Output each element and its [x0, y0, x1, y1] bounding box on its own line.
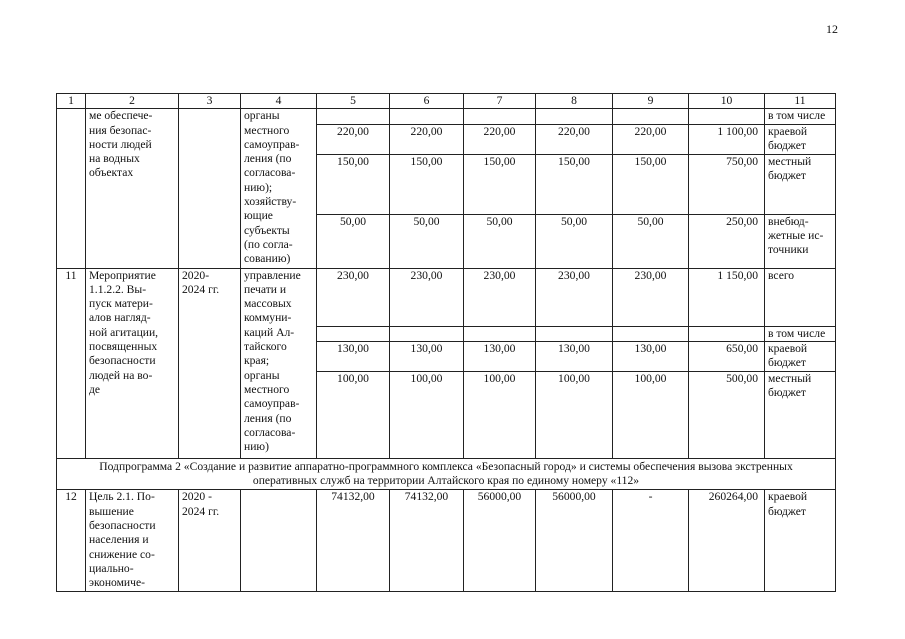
source-cell: краевой бюджет	[765, 124, 836, 154]
period	[179, 109, 241, 268]
executor: органы местного самоуправ- ления (по согласова- нию); хозяйству- ющие субъекты (по согла- сованию)	[241, 109, 317, 268]
executor: управление печати и массовых коммуни- каций Ал- тайского края; органы местного самоуправ- ления (по согласова- нию)	[241, 268, 317, 458]
value-cell: 74132,00	[317, 490, 390, 591]
header-cell: 11	[765, 94, 836, 109]
subprogram-title: Подпрограмма 2 «Создание и развитие аппаратно-программного комплекса «Безопасный город» и системы обеспечения вызова экстренных оперативных служб на территории Алтайского края по единому номеру «112»	[57, 458, 836, 490]
header-row	[57, 94, 836, 109]
source-cell: краевой бюджет	[765, 490, 836, 591]
source-cell: всего	[765, 268, 836, 326]
total-cell: 1 150,00	[689, 268, 765, 326]
value-cell: 56000,00	[536, 490, 613, 591]
table-row	[57, 490, 836, 591]
value-cell: 230,00	[613, 268, 689, 326]
value-cell: 220,00	[317, 124, 390, 154]
total-cell: 1 100,00	[689, 124, 765, 154]
event-name: ме обеспече- ния безопас- ности людей на водных объектах	[86, 109, 179, 268]
value-cell: 56000,00	[464, 490, 536, 591]
source-cell: в том числе	[765, 109, 836, 124]
value-cell: 50,00	[613, 214, 689, 268]
source-cell: местный бюджет	[765, 371, 836, 458]
table-row	[57, 268, 836, 326]
value-cell: 220,00	[390, 124, 464, 154]
value-cell: 220,00	[464, 124, 536, 154]
total-cell: 650,00	[689, 341, 765, 371]
value-cell: 230,00	[464, 268, 536, 326]
value-cell: 100,00	[390, 371, 464, 458]
value-cell: 230,00	[390, 268, 464, 326]
source-cell: местный бюджет	[765, 154, 836, 214]
value-cell: 50,00	[536, 214, 613, 268]
value-cell: 50,00	[317, 214, 390, 268]
header-cell: 10	[689, 94, 765, 109]
source-cell: краевой бюджет	[765, 341, 836, 371]
row-number: 12	[57, 490, 86, 591]
value-cell: 74132,00	[390, 490, 464, 591]
page-number: 12	[826, 22, 838, 36]
row-number	[57, 109, 86, 268]
value-cell: 230,00	[317, 268, 390, 326]
total-cell: 500,00	[689, 371, 765, 458]
value-cell: 130,00	[536, 341, 613, 371]
value-cell: 230,00	[536, 268, 613, 326]
value-cell: 50,00	[390, 214, 464, 268]
header-cell: 9	[613, 94, 689, 109]
header-cell: 4	[241, 94, 317, 109]
header-cell: 5	[317, 94, 390, 109]
value-cell: -	[613, 490, 689, 591]
value-cell: 130,00	[390, 341, 464, 371]
value-cell: 150,00	[464, 154, 536, 214]
header-cell: 8	[536, 94, 613, 109]
value-cell: 100,00	[317, 371, 390, 458]
row-number: 11	[57, 268, 86, 458]
period: 2020 - 2024 гг.	[179, 490, 241, 591]
value-cell: 130,00	[317, 341, 390, 371]
value-cell: 130,00	[613, 341, 689, 371]
value-cell: 150,00	[390, 154, 464, 214]
value-cell: 150,00	[536, 154, 613, 214]
total-cell: 750,00	[689, 154, 765, 214]
event-name: Цель 2.1. По- вышение безопасности населения и снижение со- циально- экономиче-	[86, 490, 179, 591]
source-cell: внебюд- жетные ис- точники	[765, 214, 836, 268]
header-cell: 6	[390, 94, 464, 109]
value-cell: 130,00	[464, 341, 536, 371]
value-cell: 100,00	[464, 371, 536, 458]
value-cell: 220,00	[613, 124, 689, 154]
header-cell: 1	[57, 94, 86, 109]
budget-table	[56, 93, 836, 592]
total-cell: 250,00	[689, 214, 765, 268]
header-cell: 2	[86, 94, 179, 109]
value-cell: 50,00	[464, 214, 536, 268]
table-row	[57, 109, 836, 124]
event-name: Мероприятие 1.1.2.2. Вы- пуск матери- алов нагляд- ной агитации, посвященных безопасности людей на во- де	[86, 268, 179, 458]
value-cell: 150,00	[317, 154, 390, 214]
source-cell: в том числе	[765, 326, 836, 341]
total-cell: 260264,00	[689, 490, 765, 591]
header-cell: 7	[464, 94, 536, 109]
table-row	[57, 458, 836, 490]
header-cell: 3	[179, 94, 241, 109]
value-cell: 150,00	[613, 154, 689, 214]
value-cell: 220,00	[536, 124, 613, 154]
value-cell: 100,00	[536, 371, 613, 458]
executor	[241, 490, 317, 591]
period: 2020- 2024 гг.	[179, 268, 241, 458]
value-cell: 100,00	[613, 371, 689, 458]
